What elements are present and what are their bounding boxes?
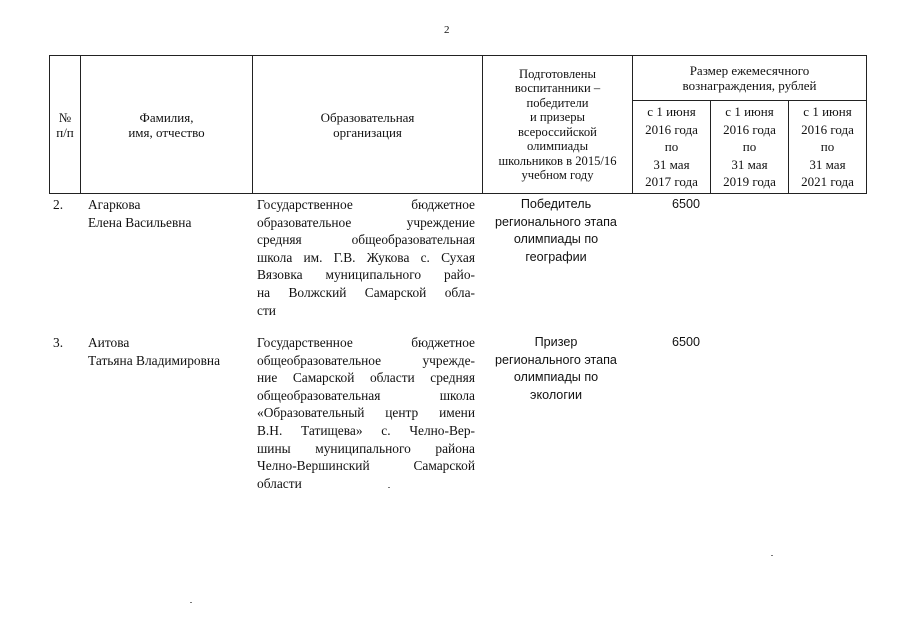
organization-line: на Волжский Самарской обла- xyxy=(257,284,475,300)
row-number: 2. xyxy=(53,197,64,212)
header-prepared-students: Подготовлены воспитанники – победители и призеры всероссийской олимпиады школьников в 2015/16 учебном году xyxy=(483,56,633,194)
organization-line: В.Н. Татищева» с. Челно-Вер- xyxy=(257,422,475,438)
organization-name xyxy=(257,196,475,319)
header-period-2017: с 1 июня 2016 года по 31 мая 2017 года xyxy=(633,101,711,194)
organization-line: Государственное бюджетное xyxy=(257,197,475,212)
reward-amount: 6500 xyxy=(671,335,701,349)
organization-line: общеобразовательное учрежде- xyxy=(257,352,475,368)
organization-line: «Образовательный центр имени xyxy=(257,405,475,421)
header-number: № п/п xyxy=(50,56,81,194)
organization-line: общеобразовательная школа xyxy=(257,387,475,403)
organization-name xyxy=(257,334,475,492)
organization-line: Государственное бюджетное xyxy=(257,335,475,350)
person-name: Аитова Татьяна Владимировна xyxy=(88,335,221,368)
achievement: Призер регионального этапа олимпиады по экологии xyxy=(495,335,617,402)
header-reward-size: Размер ежемесячного вознаграждения, рублей xyxy=(633,56,867,101)
organization-line: области xyxy=(257,475,302,491)
organization-line: средняя общеобразовательная xyxy=(257,232,475,248)
row-number: 3. xyxy=(53,335,64,350)
header-period-2021: с 1 июня 2016 года по 31 мая 2021 года xyxy=(789,101,867,194)
scan-speck xyxy=(771,555,773,556)
organization-line: образовательное учреждение xyxy=(257,214,475,230)
organization-line: Вязовка муниципального райо- xyxy=(257,267,475,283)
header-period-2019: с 1 июня 2016 года по 31 мая 2019 года xyxy=(711,101,789,194)
organization-line: шины муниципального района xyxy=(257,440,475,456)
organization-line: сти xyxy=(257,302,276,318)
organization-line: Челно-Вершинский Самарской xyxy=(257,458,475,474)
scan-speck xyxy=(388,487,390,488)
header-organization: Образовательная организация xyxy=(253,56,483,194)
organization-line: школа им. Г.В. Жукова с. Сухая xyxy=(257,249,475,265)
scan-speck xyxy=(190,602,192,603)
table-header xyxy=(49,55,867,194)
person-name: Агаркова Елена Васильевна xyxy=(88,197,192,230)
achievement: Победитель регионального этапа олимпиады по географии xyxy=(495,197,617,264)
page-number: 2 xyxy=(444,24,450,36)
organization-line: ние Самарской области средняя xyxy=(257,370,475,386)
reward-amount: 6500 xyxy=(671,197,701,211)
header-full-name: Фамилия, имя, отчество xyxy=(81,56,253,194)
